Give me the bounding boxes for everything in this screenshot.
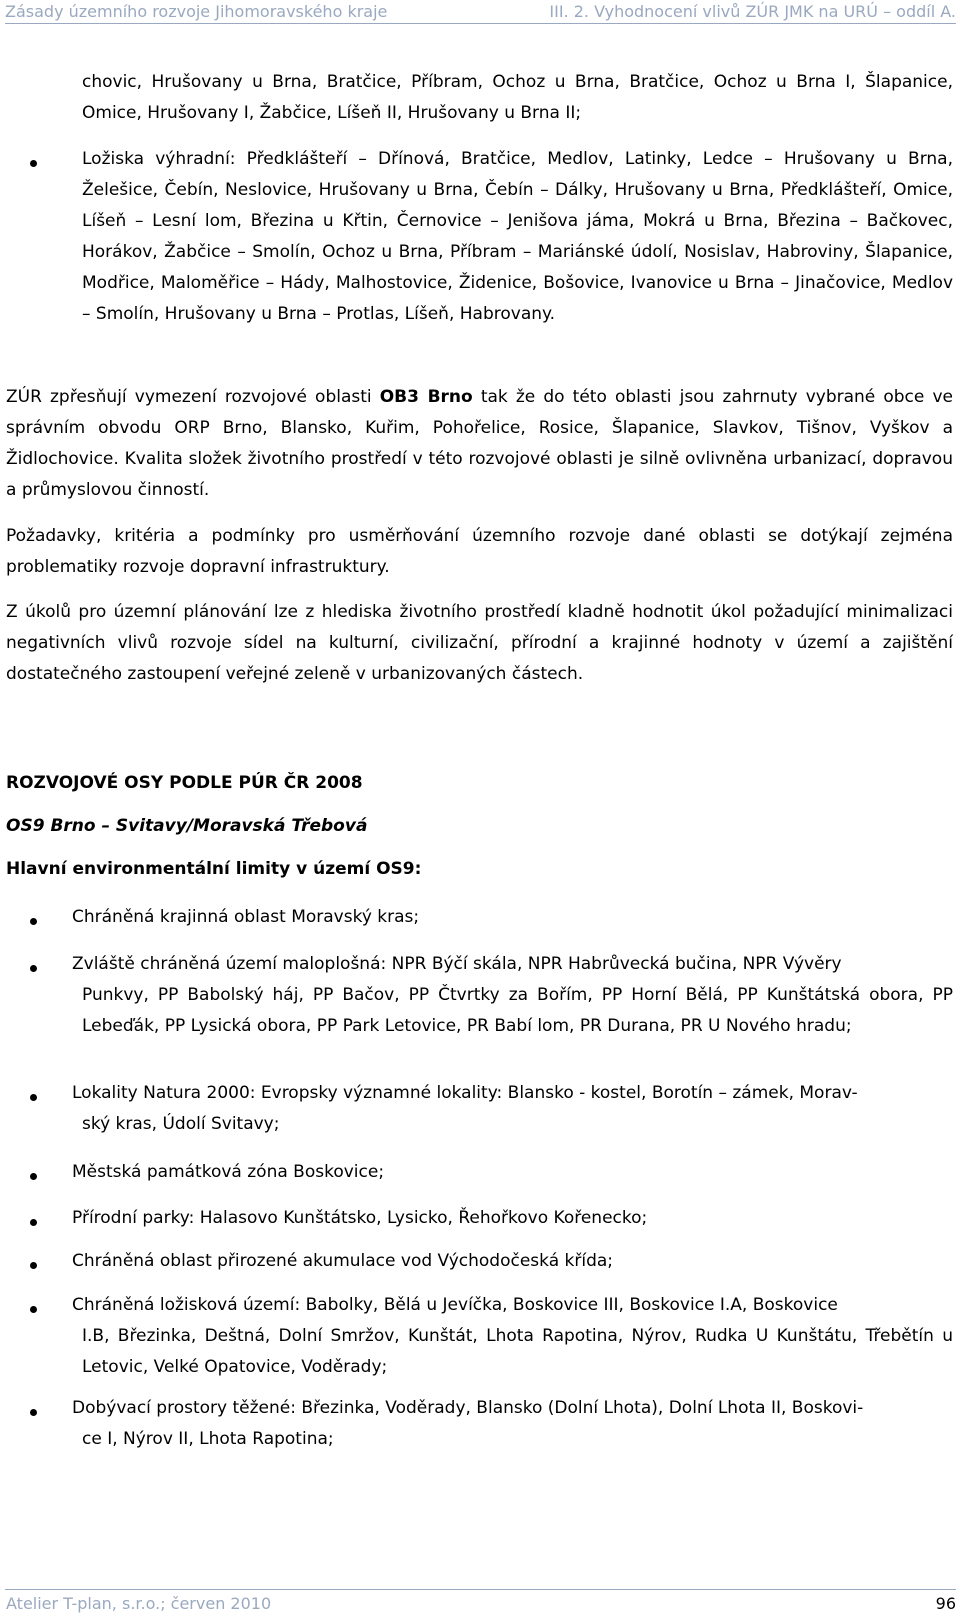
subheading-limits: Hlavní environmentální limity v území OS9: xyxy=(6,859,422,879)
ob3-brno-bold: OB3 Brno xyxy=(379,387,473,407)
page-number: 96 xyxy=(935,1594,956,1613)
bullet-dot xyxy=(30,918,37,925)
paragraph-ukoly: Z úkolů pro územní plánování lze z hlediska životního prostředí kladně hodnotit úkol požadující minimalizaci negativních vlivů rozvoje sídel na kulturní, civilizační, přírodní a krajinné hodnoty v území a zajištění dostatečného zastoupení veřejné zeleně v urbanizovaných částech. xyxy=(6,602,953,684)
list-item: Zvláště chráněná území maloplošná: NPR Býčí skála, NPR Habrůvecká bučina, NPR Vývěry xyxy=(72,954,842,974)
list-item: Lokality Natura 2000: Evropsky významné lokality: Blansko - kostel, Borotín – zámek, Morav- xyxy=(72,1083,858,1103)
bullet-dot xyxy=(30,1173,37,1180)
list-item: Městská památková zóna Boskovice; xyxy=(72,1162,385,1182)
page-footer xyxy=(0,1588,960,1622)
footer-author: Atelier T-plan, s.r.o.; červen 2010 xyxy=(6,1594,272,1613)
section-heading-rozvojove-osy: ROZVOJOVÉ OSY PODLE PÚR ČR 2008 xyxy=(6,773,363,793)
bullet-dot xyxy=(30,1094,37,1101)
bullet-dot xyxy=(30,1306,37,1313)
list-item-continuation: I.B, Březinka, Deštná, Dolní Smržov, Kunštát, Lhota Rapotina, Nýrov, Rudka U Kunštátu, Třebětín u Letovic, Velké Opatovice, Voděrady; xyxy=(82,1326,953,1377)
bullet-dot xyxy=(30,160,37,167)
paragraph-ob3: ZÚR zpřesňují vymezení rozvojové oblasti OB3 Brno tak že do této oblasti jsou zahrnuty vybrané obce ve správním obvodu ORP Brno, Blansko, Kuřim, Pohořelice, Rosice, Šlapanice, Slavkov, Tišnov, Vyškov a Židlochovice. Kvalita složek životního prostředí v této rozvojové oblasti je silně ovlivněna urbanizací, dopravou a průmyslovou činností. xyxy=(6,387,953,500)
list-item: Chráněná oblast přirozené akumulace vod Východočeská křída; xyxy=(72,1251,614,1271)
subheading-os9: OS9 Brno – Svitavy/Moravská Třebová xyxy=(6,816,368,836)
bullet-dot xyxy=(30,1219,37,1226)
list-item-continuation: Punkvy, PP Babolský háj, PP Bačov, PP Čtvrtky za Bořím, PP Horní Bělá, PP Kunštátská obora, PP Lebeďák, PP Lysická obora, PP Park Letovice, PR Babí lom, PR Durana, PR U Nového hradu; xyxy=(82,985,953,1036)
list-item-continuation: ce I, Nýrov II, Lhota Rapotina; xyxy=(82,1429,334,1449)
list-item: Chráněná krajinná oblast Moravský kras; xyxy=(72,907,420,927)
bullet-dot xyxy=(30,965,37,972)
bullet-dot xyxy=(30,1409,37,1416)
page-header xyxy=(0,0,960,24)
list-item-continuation: ský kras, Údolí Svitavy; xyxy=(82,1114,280,1134)
list-item: Přírodní parky: Halasovo Kunštátsko, Lysicko, Řehořkovo Kořenecko; xyxy=(72,1208,648,1228)
bullet-loziska-text: Ložiska výhradní: Předklášteří – Dřínová, Bratčice, Medlov, Latinky, Ledce – Hrušovany u Brna, Želešice, Čebín, Neslovice, Hrušovany u Brna, Čebín – Dálky, Hrušovany u Brna, Předklášteří, Omice, Líšeň – Lesní lom, Březina u Křtin, Černovice – Jenišova jáma, Mokrá u Brna, Březina – Bačkovec, Horákov, Žabčice – Smolín, Ochoz u Brna, Příbram – Mariánské údolí, Nosislav, Habroviny, Šlapanice, Modřice, Maloměřice – Hády, Malhostovice, Židenice, Bošovice, Ivanovice u Brna – Jinačovice, Medlov – Smolín, Hrušovany u Brna – Protlas, Líšeň, Habrovany. xyxy=(82,149,953,324)
paragraph-pozadavky: Požadavky, kritéria a podmínky pro usměrňování územního rozvoje dané oblasti se dotýkají zejména problematiky rozvoje dopravní infrastruktury. xyxy=(6,526,953,577)
list-item: Chráněná ložisková území: Babolky, Bělá u Jevíčka, Boskovice III, Boskovice I.A, Boskovice xyxy=(72,1295,838,1315)
footer-rule xyxy=(5,1589,956,1590)
continuation-text: chovic, Hrušovany u Brna, Bratčice, Příbram, Ochoz u Brna, Bratčice, Ochoz u Brna I, Šlapanice, Omice, Hrušovany I, Žabčice, Líšeň II, Hrušovany u Brna II; xyxy=(82,72,953,123)
header-rule xyxy=(5,23,956,24)
header-document-title: Zásady územního rozvoje Jihomoravského kraje xyxy=(5,2,388,21)
header-section-title: III. 2. Vyhodnocení vlivů ZÚR JMK na URÚ – oddíl A. xyxy=(549,2,956,21)
bullet-dot xyxy=(30,1262,37,1269)
list-item: Dobývací prostory těžené: Březinka, Voděrady, Blansko (Dolní Lhota), Dolní Lhota II, Boskovi- xyxy=(72,1398,864,1418)
